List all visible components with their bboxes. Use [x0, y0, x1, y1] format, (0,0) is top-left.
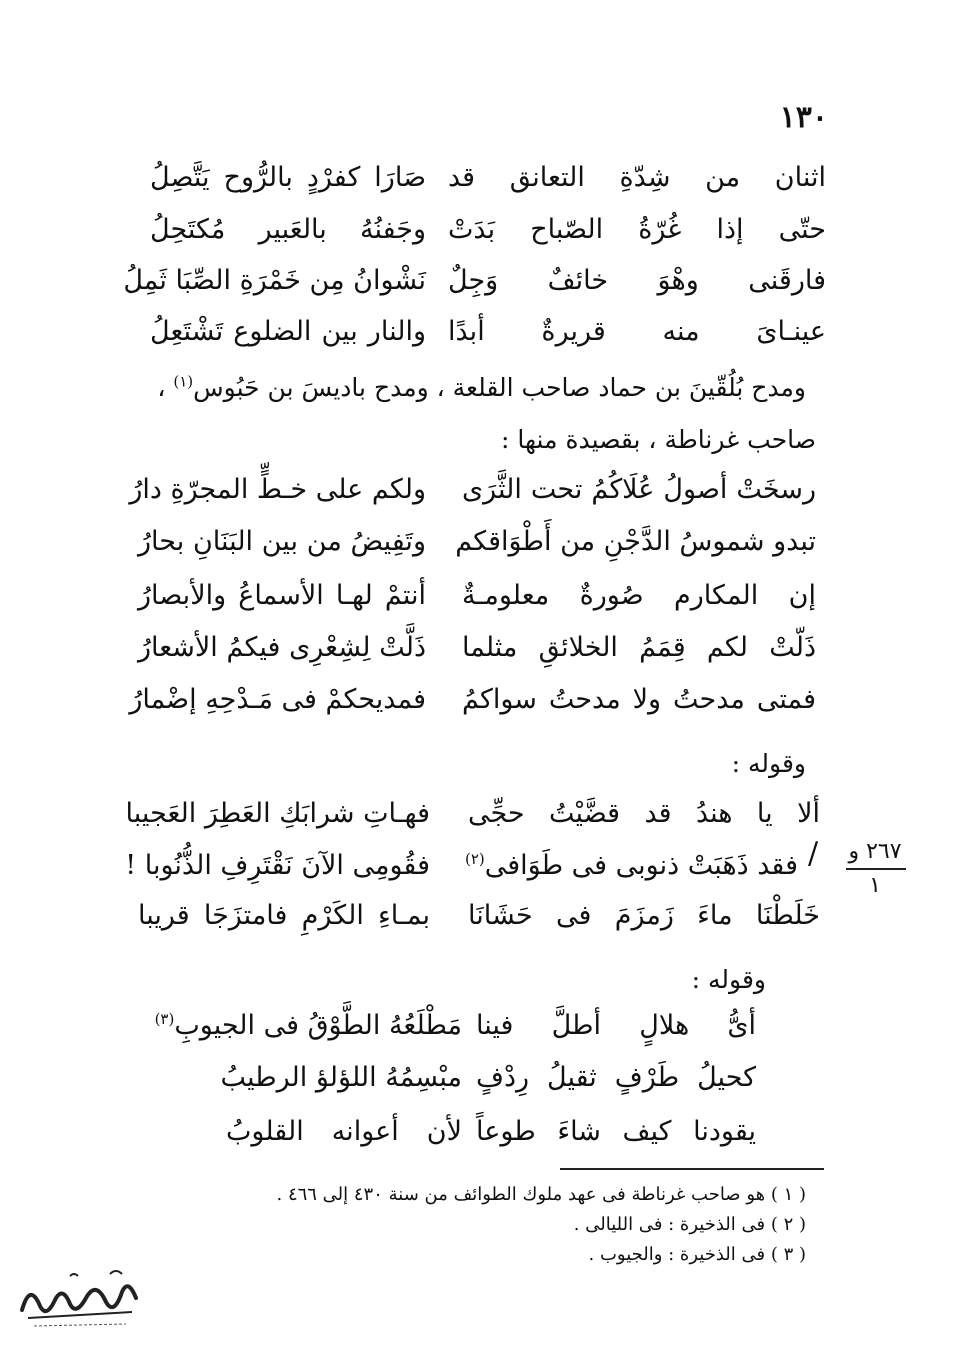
verse-2-second-hemistich: وتَفِيضُ من بين البَنَانِ بحارُ	[138, 526, 426, 557]
verse-4-first-hemistich: ذَلّتْ لكم قِمَمُ الخلائقِ مثلما	[462, 632, 816, 663]
verse-2-first-hemistich	[464, 846, 798, 886]
page-number: ١٣٠	[779, 100, 828, 135]
verse-1-second-hemistich: ولكم على خـطٍّ المجرّةِ دارُ	[129, 474, 426, 505]
footnote-3: ( ٣ ) فى الذخيرة : والجيوب .	[588, 1244, 806, 1265]
verse-3-second-hemistich: نَشْوانُ مِن خَمْرَةِ الصِّبَا ثَمِلُ	[123, 265, 426, 296]
verse-1-first-hemistich: رسخَتْ أصولُ عُلَاكُمُ تحت الثَّرَى	[462, 474, 816, 505]
verse-2-first-hemistich: تبدو شموسُ الدَّجْنِ من أَطْوَاقكم	[455, 526, 816, 557]
verse-3-second-hemistich: أنتمْ لهـا الأسماعُ والأبصارُ	[138, 580, 426, 611]
intro-wa-qawluhu-1: وقوله :	[731, 749, 806, 778]
verse-3-first-hemistich: إن المكارم صُورةٌ معلومـةٌ	[462, 580, 816, 611]
footnote-separator	[560, 1168, 824, 1170]
verse-3-second-hemistich: لأن أعوانه القلوبُ	[226, 1116, 462, 1147]
verse-2-second-hemistich: وجَفنُهُ بالعَبير مُكتَحِلُ	[150, 214, 426, 245]
hemistich-text: مَطْلَعُهُ الطَّوْقُ فى الجيوبِ	[174, 1010, 462, 1041]
intro-paragraph-line-1	[157, 370, 806, 406]
verse-3-second-hemistich: بمـاءِ الكَرْمِ فامتزَجَا قريبا	[138, 900, 430, 931]
verse-1-first-hemistich: ألا يا هندُ قد قضَّيْتُ حجِّى	[468, 798, 820, 829]
margin-folio-top: ٢٦٧ و	[848, 839, 902, 864]
verse-4-first-hemistich: عينـاىَ منه قريرةٌ أبدًا	[448, 316, 826, 347]
verse-5-first-hemistich: فمتى مدحتُ ولا مدحتُ سواكمُ	[462, 684, 816, 715]
intro-text: ومدح بُلُقّينَ بن حماد صاحب القلعة ، ومدح باديسَ بن حَبُوس	[193, 373, 806, 402]
verse-4-second-hemistich: والنار بين الضلوع تَشْتَعِلُ	[150, 316, 426, 347]
verse-2-first-hemistich: حتّى إذا غُرّةُ الصّباح بَدَتْ	[448, 214, 826, 245]
verse-1-first-hemistich: أىُّ هلالٍ أطلَّ فينا	[476, 1010, 756, 1041]
footnote-2: ( ٢ ) فى الذخيرة : فى الليالى .	[573, 1214, 806, 1235]
verse-1-second-hemistich: صَارَا كفرْدٍ بالرُّوح يَتَّصِلُ	[150, 162, 426, 193]
footnote-ref-2: (٢)	[464, 850, 485, 868]
intro-wa-qawluhu-2: وقوله :	[691, 965, 766, 994]
footnote-1: ( ١ ) هو صاحب غرناطة فى عهد ملوك الطوائف من سنة ٤٣٠ إلى ٤٦٦ .	[276, 1184, 806, 1205]
verse-5-second-hemistich: فمديحكمْ فى مَـدْحِهِ إضْمارُ	[129, 684, 426, 715]
verse-3-first-hemistich: يقودنا كيف شاءَ طوعاً	[476, 1116, 756, 1147]
verse-3-first-hemistich: فارقَنى وهْوَ خائفٌ وَجِلٌ	[448, 265, 826, 296]
verse-2-second-hemistich: فقُومِى الآنَ نَقْتَرِفِ الذُّنُوبا !	[125, 850, 430, 881]
verse-1-first-hemistich: اثنان من شِدّةِ التعانق قد	[448, 162, 826, 193]
footnote-ref-3: (٣)	[154, 1010, 175, 1028]
verse-3-first-hemistich: خَلَطْنَا ماءَ زَمزَمَ فى حَشَانَا	[468, 900, 820, 931]
hemistich-text: فقد ذَهَبَتْ ذنوبى فى طَوَافى	[484, 850, 798, 881]
intro-paragraph-line-2: صاحب غرناطة ، بقصيدة منها :	[501, 425, 816, 454]
margin-divider	[846, 868, 906, 870]
folio-break-mark: /	[808, 836, 819, 871]
intro-comma: ،	[157, 373, 174, 402]
verse-4-second-hemistich: ذَلَّتْ لِشِعْرِى فيكمُ الأشعارُ	[138, 632, 426, 663]
footnote-ref-1: (١)	[173, 372, 194, 391]
library-logo-stamp	[10, 1262, 146, 1334]
verse-1-second-hemistich: فهـاتِ شرابَكِ العَطِرَ العَجيبا	[125, 798, 430, 829]
verse-2-second-hemistich: مبْسِمُهُ اللؤلؤ الرطيبُ	[220, 1062, 462, 1093]
verse-2-first-hemistich: كحيلُ طَرْفٍ ثقيلُ رِدْفٍ	[476, 1062, 756, 1093]
margin-folio-bottom: ١	[869, 873, 881, 898]
verse-1-second-hemistich	[154, 1006, 462, 1046]
